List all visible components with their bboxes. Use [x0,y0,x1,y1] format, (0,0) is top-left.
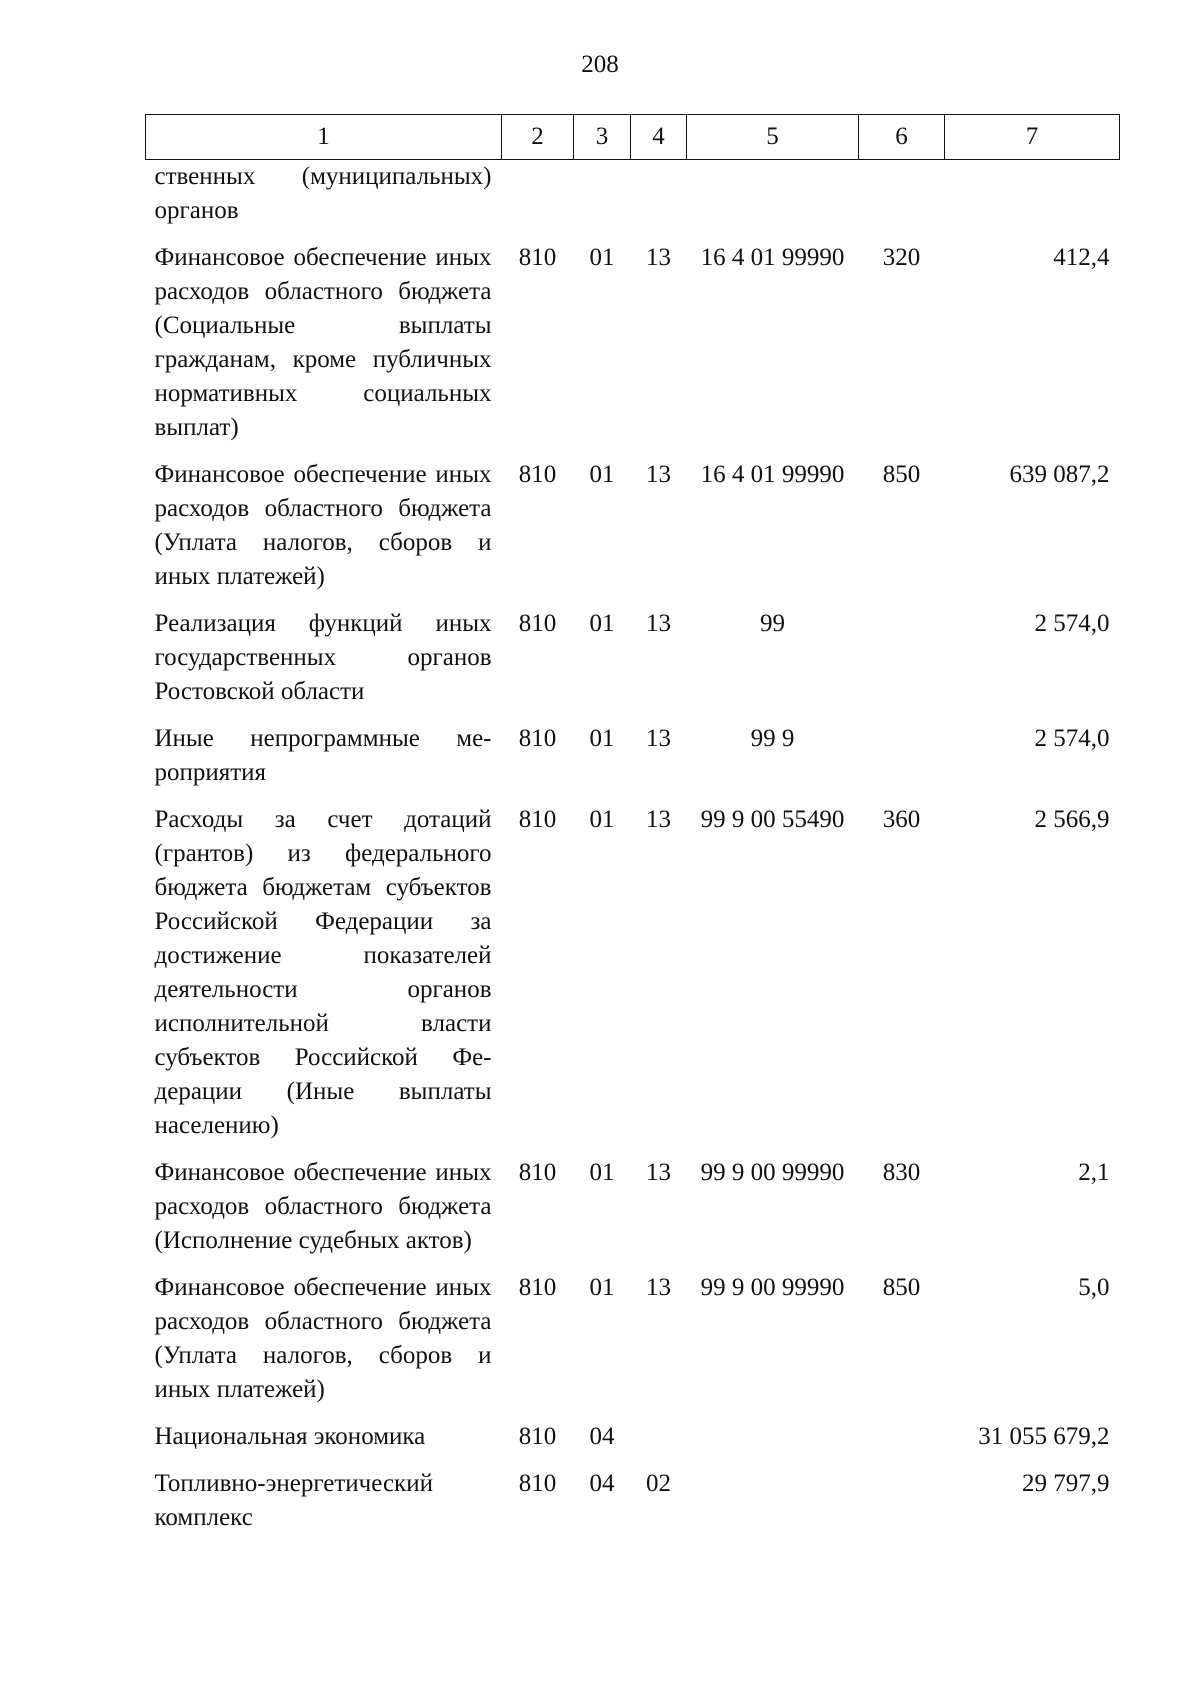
row-col-7: 29 797,9 [1022,1470,1110,1497]
row-name: Реализация функций иных государственных органов Ростовской области [154,610,492,705]
row-col-3: 01 [589,610,615,637]
row-col-6: 320 [882,244,921,271]
header-row [146,115,1120,160]
row-col-6: 850 [882,1274,921,1301]
row-col-4: 13 [646,461,671,488]
row-name: Финансовое обеспечение иных расходов областного бюджета (Исполнение судебных актов) [154,1159,492,1254]
table-row [146,160,1120,242]
row-col-7: 31 055 679,2 [978,1423,1110,1450]
row-col-6: 850 [882,461,921,488]
row-col-4: 13 [646,725,671,752]
row-col-7: 412,4 [1053,244,1110,271]
row-col-2: 810 [518,1274,557,1301]
row-col-7: 2 566,9 [1034,806,1110,833]
row-col-5 [687,160,859,242]
row-col-4: 13 [646,1159,671,1186]
row-col-7 [945,160,1120,242]
row-col-3: 01 [589,461,615,488]
row-col-4 [631,1420,687,1467]
table-row [146,803,1120,1156]
header-col-7: 7 [945,115,1120,160]
table-row [146,722,1120,803]
row-col-5: 99 9 [750,725,795,752]
row-col-2: 810 [518,1159,557,1186]
row-col-2: 810 [518,725,557,752]
table-row [146,1156,1120,1271]
budget-table [145,114,1120,1548]
table-row [146,241,1120,458]
row-col-5: 99 [760,610,785,637]
table-row [146,458,1120,607]
row-col-5: 16 4 01 99990 [700,461,845,488]
row-col-2: 810 [518,1470,557,1497]
row-col-4: 13 [646,1274,671,1301]
row-col-6 [859,160,945,242]
row-col-6 [859,607,945,722]
row-col-7: 2 574,0 [1034,725,1110,752]
row-name: Расходы за счет дотаций (грантов) из федерального бюджета бюджетам субъектов Российской Федерации за достижение показателей деятельности органов исполнительной власти субъектов Российской Федерации (Иные выплаты населению) [154,806,492,1139]
row-col-6: 830 [882,1159,921,1186]
row-name: Иные непрограммные мероприятия [154,725,492,786]
table-body [146,160,1120,1549]
row-col-7: 5,0 [1078,1274,1110,1301]
row-col-3: 04 [589,1423,615,1450]
row-col-3: 01 [589,806,615,833]
row-col-3: 01 [589,1274,615,1301]
row-col-5 [687,1467,859,1548]
row-col-7: 2 574,0 [1034,610,1110,637]
row-col-3: 01 [589,725,615,752]
row-name: ственных (муниципальных) органов [154,163,492,224]
row-col-3 [574,160,631,242]
header-col-3: 3 [574,115,631,160]
row-col-5: 99 9 00 99990 [700,1274,845,1301]
row-col-2: 810 [518,244,557,271]
row-col-4: 02 [646,1470,671,1497]
row-col-5: 99 9 00 55490 [700,806,845,833]
row-col-2: 810 [518,806,557,833]
header-col-1: 1 [146,115,502,160]
row-col-3: 04 [589,1470,615,1497]
page-number: 208 [581,51,619,78]
row-col-4: 13 [646,244,671,271]
row-col-7: 2,1 [1078,1159,1110,1186]
table-row [146,1420,1120,1467]
table-row [146,1271,1120,1420]
row-col-4: 13 [646,806,671,833]
header-col-5: 5 [687,115,859,160]
row-name: Финансовое обеспечение иных расходов областного бюджета (Уплата налогов, сборов и иных платежей) [154,1274,492,1403]
row-col-6 [859,1467,945,1548]
row-col-2: 810 [518,461,557,488]
row-name: Финансовое обеспечение иных расходов областного бюджета (Социальные выплаты гражданам, кроме публичных нормативных социальных выплат) [154,244,492,441]
row-name: Финансовое обеспечение иных расходов областного бюджета (Уплата налогов, сборов и иных платежей) [154,461,492,590]
row-col-3: 01 [589,1159,615,1186]
row-col-2: 810 [518,1423,557,1450]
row-col-6 [859,1420,945,1467]
header-col-2: 2 [502,115,574,160]
row-col-6 [859,722,945,803]
header-col-4: 4 [631,115,687,160]
table-row [146,1467,1120,1548]
row-col-6: 360 [882,806,921,833]
table-header [146,115,1120,160]
row-name: Национальная экономика [154,1423,426,1450]
row-col-5: 16 4 01 99990 [700,244,845,271]
row-name: Топливно-энергетический комплекс [154,1470,433,1531]
row-col-7: 639 087,2 [1009,461,1110,488]
header-col-6: 6 [859,115,945,160]
row-col-2: 810 [518,610,557,637]
table-row [146,607,1120,722]
row-col-2 [502,160,574,242]
row-col-4: 13 [646,610,671,637]
row-col-5 [687,1420,859,1467]
row-col-4 [631,160,687,242]
row-col-5: 99 9 00 99990 [700,1159,845,1186]
row-col-3: 01 [589,244,615,271]
